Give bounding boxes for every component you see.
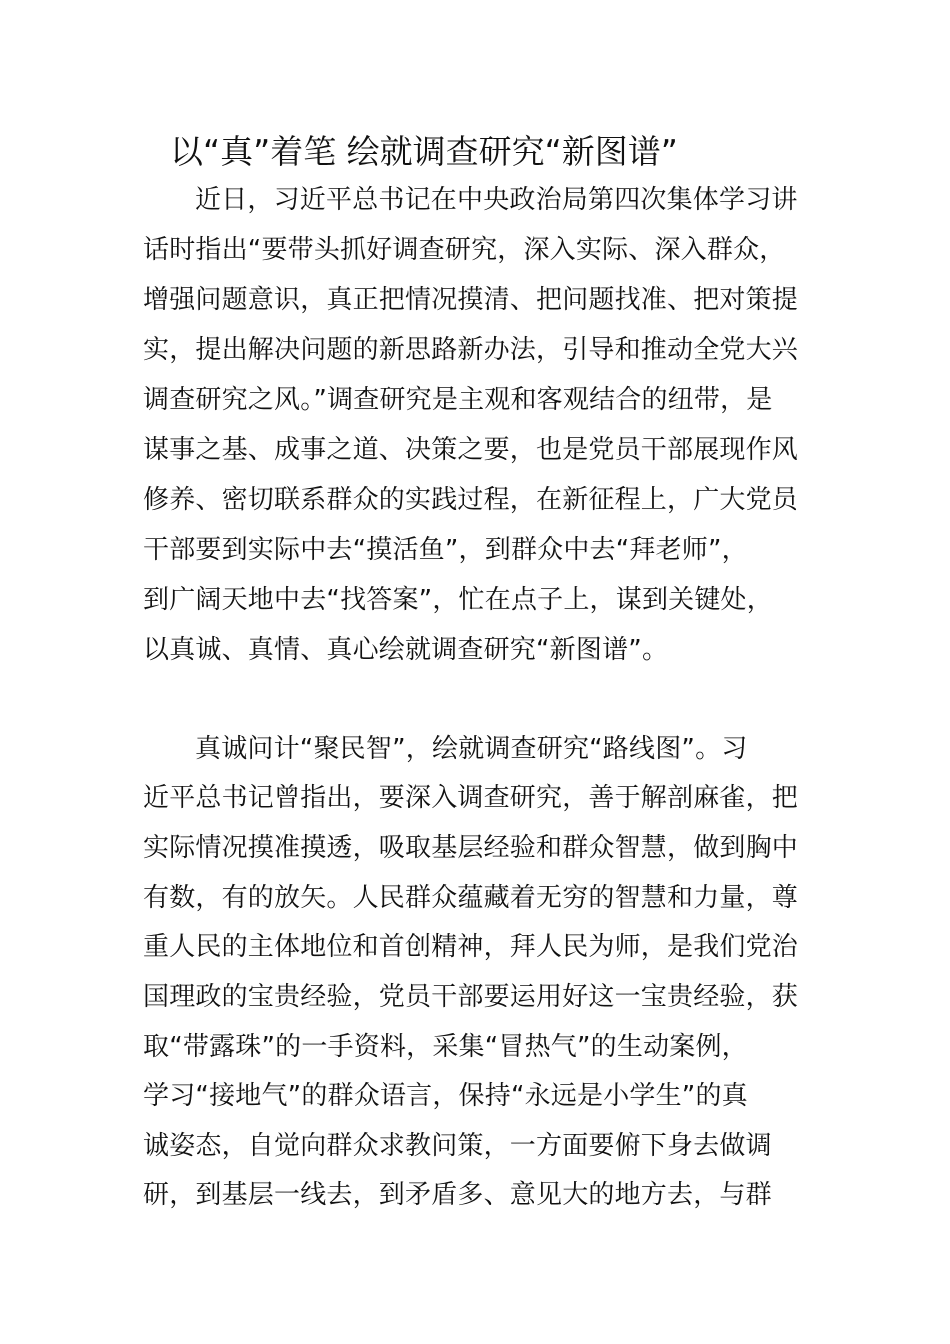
paragraph-1-line-1: 近日，习近平总书记在中央政治局第四次集体学习讲 — [195, 185, 798, 215]
paragraph-2-line-6: 国理政的宝贵经验，党员干部要运用好这一宝贵经验，获 — [143, 982, 799, 1012]
paragraph-1-line-7: 修养、密切联系群众的实践过程，在新征程上，广大党员 — [143, 485, 799, 515]
paragraph-2-line-7: 取“带露珠”的一手资料，采集“冒热气”的生动案例， — [143, 1032, 748, 1062]
paragraph-2-line-10: 研，到基层一线去，到矛盾多、意见大的地方去，与群 — [143, 1180, 772, 1210]
paragraph-1-line-3: 增强问题意识，真正把情况摸清、把问题找准、把对策提 — [143, 285, 799, 315]
paragraph-1-line-9: 到广阔天地中去“找答案”，忙在点子上，谋到关键处， — [143, 585, 773, 615]
paragraph-1-line-4: 实，提出解决问题的新思路新办法，引导和推动全党大兴 — [143, 335, 799, 365]
paragraph-1-line-2: 话时指出“要带头抓好调查研究，深入实际、深入群众， — [143, 235, 786, 265]
paragraph-2-line-1: 真诚问计“聚民智”，绘就调查研究“路线图”。习 — [195, 734, 748, 764]
paragraph-2-line-8: 学习“接地气”的群众语言，保持“永远是小学生”的真 — [143, 1081, 748, 1111]
document-title: 以“真”着笔 绘就调查研究“新图谱” — [170, 132, 678, 171]
paragraph-2-line-3: 实际情况摸准摸透，吸取基层经验和群众智慧，做到胸中 — [143, 833, 799, 863]
paragraph-2-line-5: 重人民的主体地位和首创精神，拜人民为师，是我们党治 — [143, 932, 799, 962]
paragraph-2-line-4: 有数，有的放矢。人民群众蕴藏着无穷的智慧和力量，尊 — [143, 883, 799, 913]
paragraph-1-line-8: 干部要到实际中去“摸活鱼”，到群众中去“拜老师”， — [143, 535, 748, 565]
paragraph-1-line-10: 以真诚、真情、真心绘就调查研究“新图谱”。 — [143, 635, 669, 665]
paragraph-1-line-6: 谋事之基、成事之道、决策之要，也是党员干部展现作风 — [143, 435, 799, 465]
paragraph-2-line-9: 诚姿态，自觉向群众求教问策，一方面要俯下身去做调 — [143, 1131, 772, 1161]
paragraph-1-line-5: 调查研究之风。”调查研究是主观和客观结合的纽带，是 — [143, 385, 773, 415]
paragraph-2-line-2: 近平总书记曾指出，要深入调查研究，善于解剖麻雀，把 — [143, 783, 799, 813]
